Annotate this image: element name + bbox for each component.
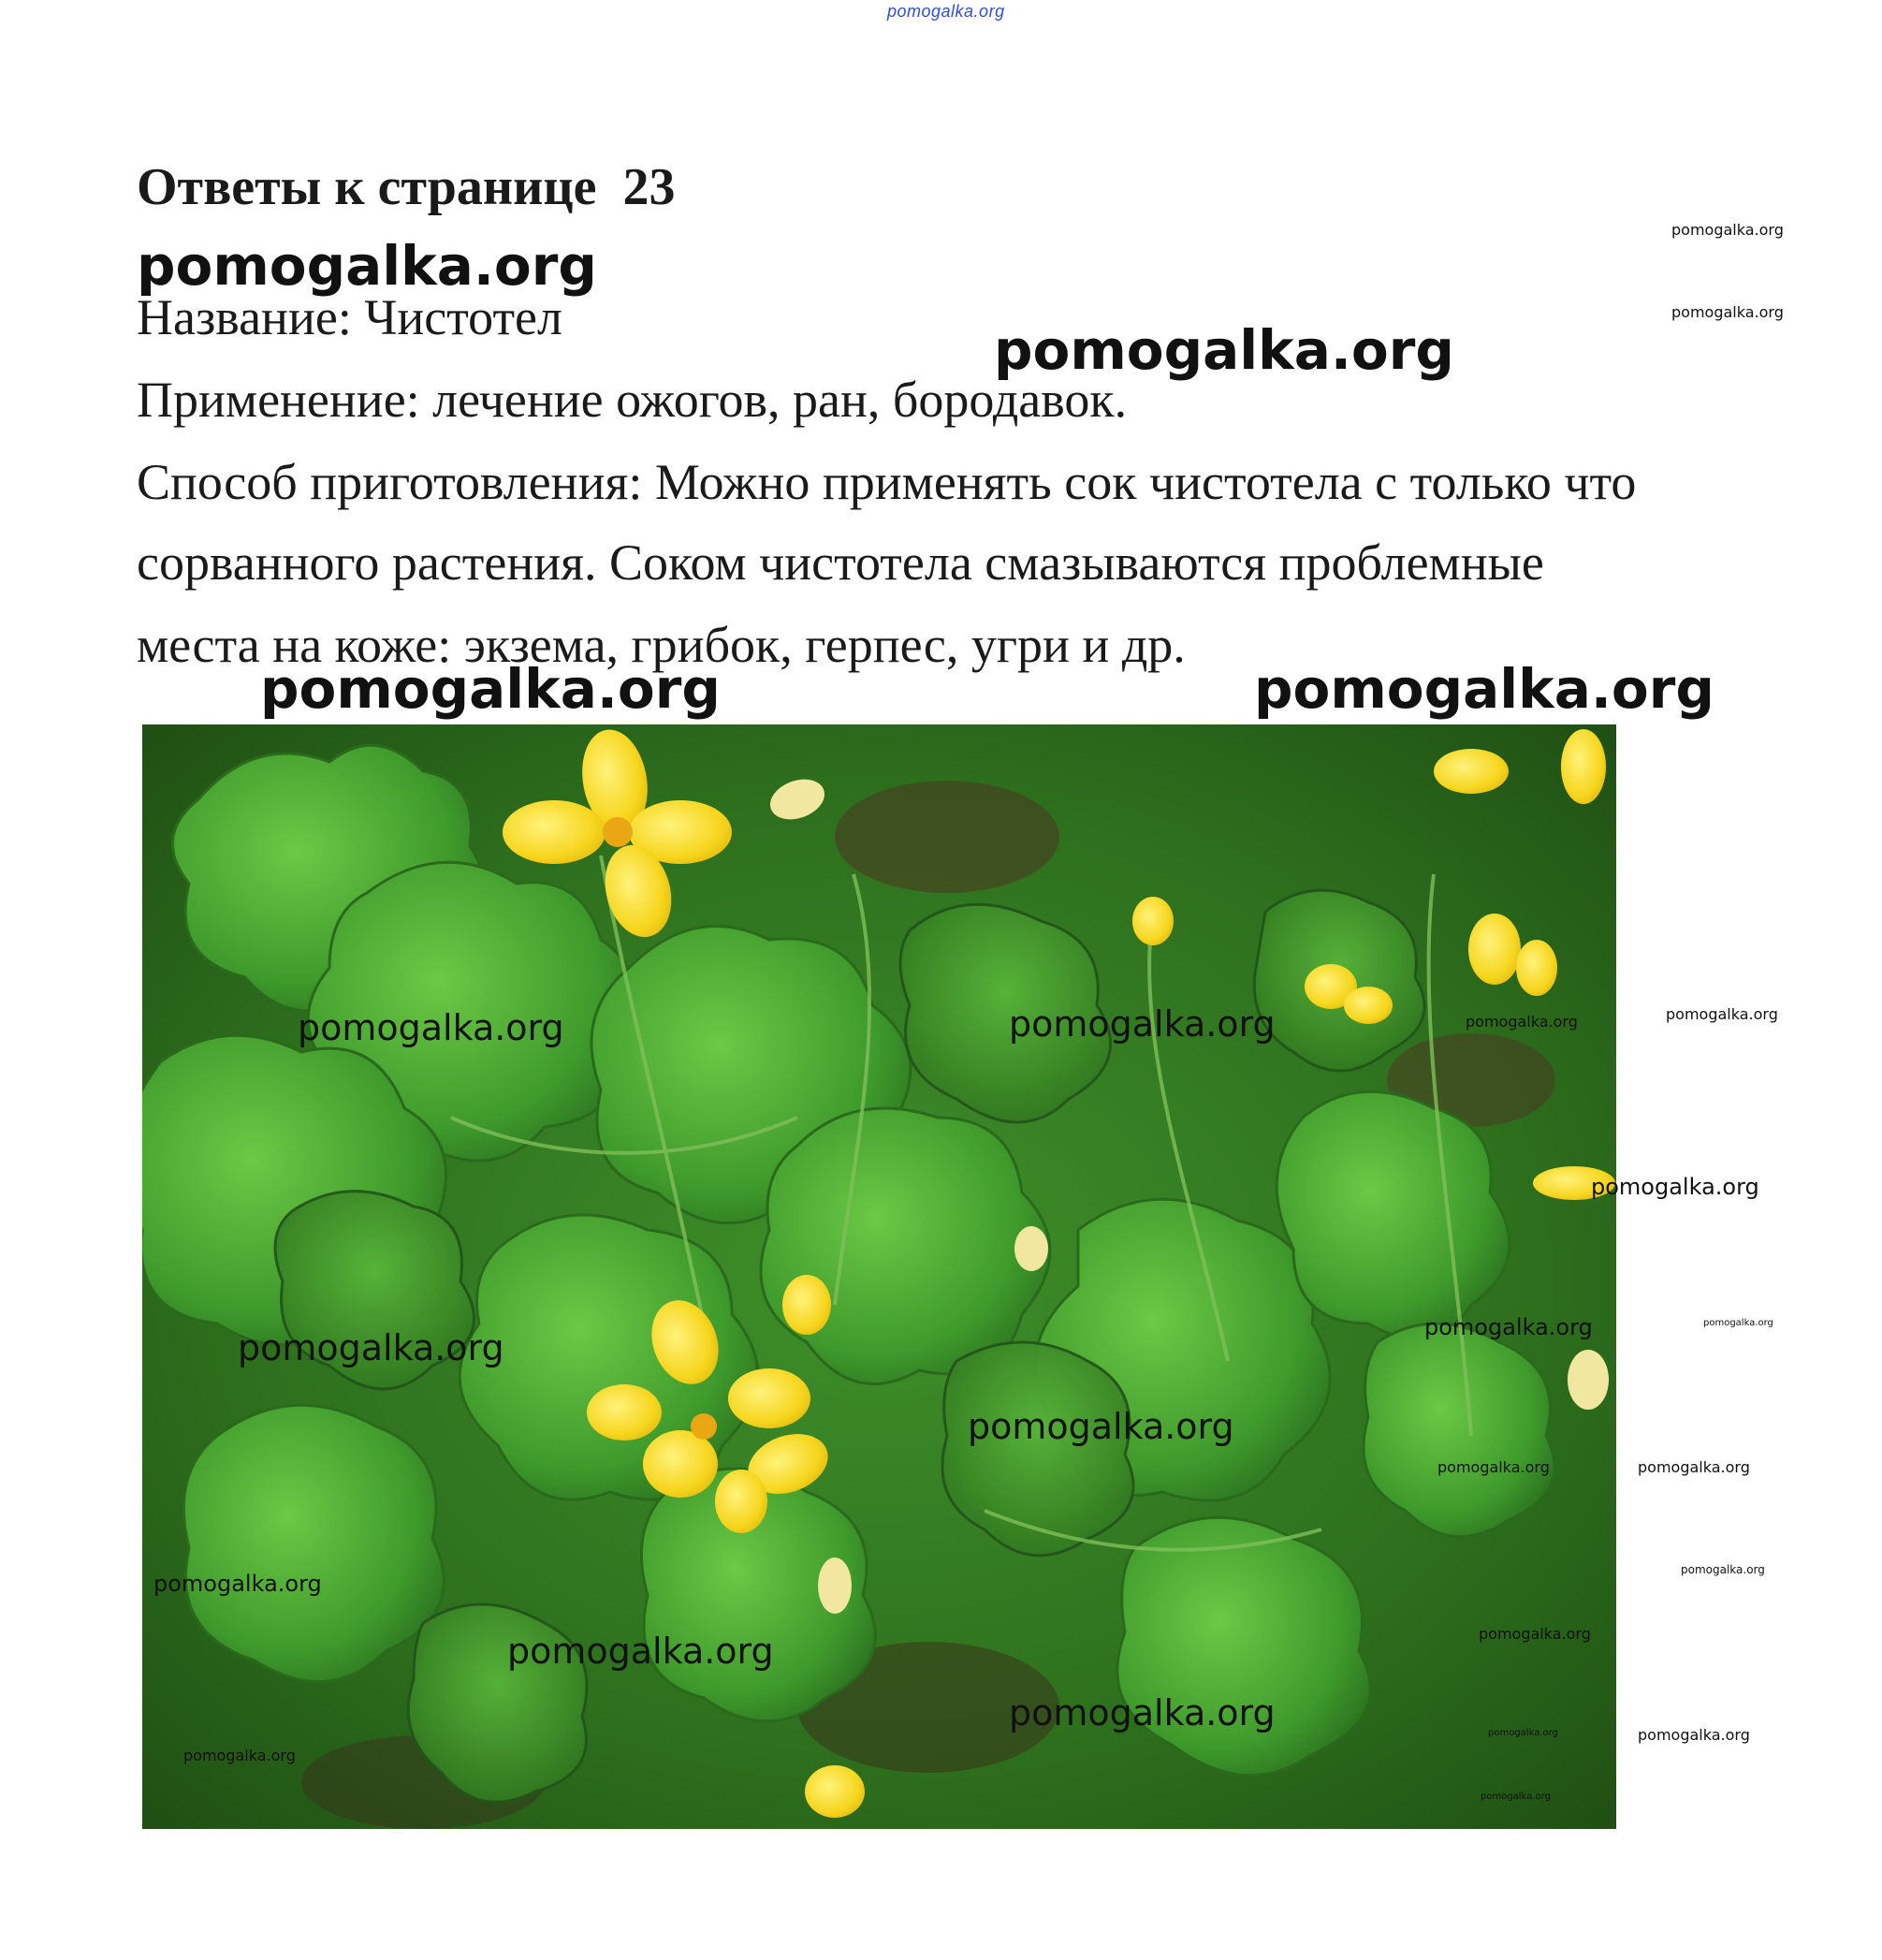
plant-name-line: Название: Чистотел xyxy=(137,289,562,345)
watermark: pomogalka.org xyxy=(1638,1726,1750,1744)
watermark: pomogalka.org xyxy=(1703,1318,1773,1328)
watermark: pomogalka.org xyxy=(1488,1728,1558,1738)
page-heading: Ответы к странице 23 xyxy=(137,158,676,216)
watermark: pomogalka.org xyxy=(137,234,597,298)
watermark: pomogalka.org xyxy=(1638,1458,1750,1476)
watermark: pomogalka.org xyxy=(238,1327,504,1368)
method-line-3: места на коже: экзема, грибок, герпес, угри и др. xyxy=(137,617,1186,673)
watermark: pomogalka.org xyxy=(507,1631,774,1672)
watermark: pomogalka.org xyxy=(1254,657,1714,721)
watermark: pomogalka.org xyxy=(1671,303,1784,321)
watermark: pomogalka.org xyxy=(1009,1003,1276,1045)
watermark: pomogalka.org xyxy=(1466,1013,1578,1031)
celandine-photo xyxy=(142,724,1616,1829)
method-line-1: Способ приготовления: Можно применять сок чистотела с только что xyxy=(137,454,1637,510)
watermark: pomogalka.org xyxy=(1666,1005,1778,1023)
watermark: pomogalka.org xyxy=(1479,1625,1591,1643)
watermark: pomogalka.org xyxy=(1671,221,1784,239)
celandine-photo-illustration xyxy=(142,724,1616,1829)
watermark: pomogalka.org xyxy=(968,1406,1234,1447)
method-line-2: сорванного растения. Соком чистотела смазываются проблемные xyxy=(137,534,1544,591)
watermark: pomogalka.org xyxy=(1481,1792,1551,1802)
watermark: pomogalka.org xyxy=(1424,1314,1593,1340)
usage-line: Применение: лечение ожогов, ран, бородавок. xyxy=(137,372,1128,428)
watermark: pomogalka.org xyxy=(1437,1458,1550,1476)
watermark: pomogalka.org xyxy=(298,1007,564,1048)
watermark: pomogalka.org xyxy=(1591,1174,1759,1200)
watermark: pomogalka.org xyxy=(260,657,721,721)
watermark: pomogalka.org xyxy=(994,318,1454,382)
watermark: pomogalka.org xyxy=(1009,1692,1276,1733)
watermark: pomogalka.org xyxy=(183,1747,296,1764)
watermark: pomogalka.org xyxy=(153,1571,322,1597)
watermark: pomogalka.org xyxy=(1681,1563,1765,1576)
top-site-link[interactable]: pomogalka.org xyxy=(887,2,1005,21)
